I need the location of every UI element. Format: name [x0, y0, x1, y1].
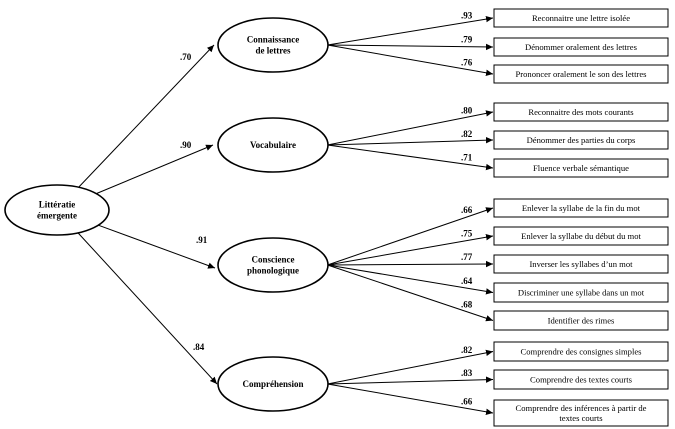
indicator-comprendre-des-consignes-simples-loading: .82	[461, 344, 473, 355]
indicator-discriminer-une-syllabe-dans-un-mot-label	[518, 288, 645, 298]
indicator-comprendre-des-inferences-a-partir-de-textes-courts-loading: .66	[461, 396, 473, 407]
factor-vocabulaire-label	[250, 140, 296, 150]
indicator-comprendre-des-inferences-a-partir-de-textes-courts-label-line: Comprendre des inférences à partir de	[515, 403, 647, 413]
factor-vocabulaire-path-arrow	[96, 145, 213, 194]
indicator-denommer-oralement-des-lettres-label	[525, 42, 638, 52]
factor-comprehension-label-line: Compréhension	[242, 379, 304, 389]
indicator-denommer-oralement-des-lettres-arrow	[328, 45, 494, 47]
indicator-denommer-des-parties-du-corps-loading: .82	[461, 128, 473, 139]
indicator-reconnaitre-des-mots-courants-label	[528, 107, 634, 117]
indicator-denommer-oralement-des-lettres-loading: .79	[461, 34, 473, 45]
indicator-enlever-la-syllabe-de-la-fin-du-mot-label-line: Enlever la syllabe de la fin du mot	[521, 203, 641, 213]
root-node-label	[37, 200, 77, 221]
factor-comprehension-path-arrow	[78, 233, 217, 384]
factor-conscience-phonologique-loading: .91	[196, 235, 208, 245]
indicator-reconnaitre-des-mots-courants-loading: .80	[461, 105, 473, 116]
factor-comprehension-loading: .84	[193, 342, 205, 352]
indicator-fluence-verbale-semantique-label-line: Fluence verbale sémantique	[533, 163, 629, 173]
indicator-fluence-verbale-semantique-label	[533, 163, 629, 173]
indicator-reconnaitre-des-mots-courants-label-line: Reconnaitre des mots courants	[528, 107, 634, 117]
indicator-enlever-la-syllabe-du-debut-du-mot-label-line: Enlever la syllabe du début du mot	[521, 231, 641, 241]
root-node-label-line: émergente	[37, 210, 77, 221]
factor-connaissance-de-lettres-path-arrow	[79, 45, 214, 187]
factor-conscience-phonologique-label-line: phonologique	[246, 265, 300, 276]
indicator-inverser-les-syllabes-d-un-mot-label	[529, 259, 633, 269]
indicator-denommer-des-parties-du-corps-label-line: Dénommer des parties du corps	[526, 135, 636, 145]
indicator-reconnaitre-une-lettre-isolee-loading: .93	[461, 10, 473, 21]
path-arrows	[78, 18, 493, 413]
root-node-label-line: Littératie	[38, 199, 76, 210]
indicator-comprendre-des-textes-courts-label	[530, 375, 633, 385]
indicator-identifier-des-rimes-label	[548, 316, 615, 326]
indicator-reconnaitre-une-lettre-isolee-label-line: Reconnaitre une lettre isolée	[531, 13, 631, 23]
indicator-enlever-la-syllabe-du-debut-du-mot-loading: .75	[461, 228, 473, 239]
indicator-denommer-des-parties-du-corps-arrow	[328, 140, 494, 145]
indicator-comprendre-des-textes-courts-loading: .83	[461, 368, 473, 379]
factor-connaissance-de-lettres-label-line: de lettres	[255, 45, 291, 56]
indicator-fluence-verbale-semantique-loading: .71	[461, 152, 473, 163]
indicator-identifier-des-rimes-loading: .68	[461, 299, 473, 310]
indicator-denommer-des-parties-du-corps-label	[527, 135, 636, 145]
indicator-discriminer-une-syllabe-dans-un-mot-label-line: Discriminer une syllabe dans un mot	[517, 287, 645, 298]
indicator-enlever-la-syllabe-de-la-fin-du-mot-label	[522, 203, 641, 213]
indicator-comprendre-des-textes-courts-arrow	[328, 380, 494, 385]
indicator-prononcer-oralement-le-son-des-lettres-label	[515, 69, 647, 79]
indicator-identifier-des-rimes-arrow	[328, 265, 494, 321]
indicator-prononcer-oralement-le-son-des-lettres-label-line: Prononcer oralement le son des lettres	[515, 69, 647, 79]
indicator-enlever-la-syllabe-de-la-fin-du-mot-loading: .66	[461, 205, 473, 216]
factor-conscience-phonologique-label	[247, 255, 299, 276]
factor-conscience-phonologique-path-arrow	[98, 225, 215, 268]
indicator-inverser-les-syllabes-d-un-mot-arrow	[328, 264, 494, 265]
indicator-comprendre-des-inferences-a-partir-de-textes-courts-label-line: textes courts	[559, 413, 603, 423]
indicator-discriminer-une-syllabe-dans-un-mot-loading: .64	[461, 276, 473, 287]
indicator-comprendre-des-consignes-simples-label-line: Comprendre des consignes simples	[520, 346, 642, 357]
indicator-prononcer-oralement-le-son-des-lettres-loading: .76	[461, 57, 473, 68]
indicator-reconnaitre-une-lettre-isolee-label	[532, 13, 630, 23]
factor-vocabulaire-loading: .90	[180, 140, 192, 150]
indicator-comprendre-des-consignes-simples-label	[520, 347, 642, 357]
factor-comprehension-label	[242, 379, 303, 389]
indicator-enlever-la-syllabe-du-debut-du-mot-label	[521, 231, 641, 241]
factor-conscience-phonologique-label-line: Conscience	[251, 254, 295, 265]
indicator-denommer-oralement-des-lettres-label-line: Dénommer oralement des lettres	[525, 42, 637, 52]
indicator-comprendre-des-textes-courts-label-line: Comprendre des textes courts	[530, 374, 632, 385]
factor-vocabulaire-label-line: Vocabulaire	[249, 140, 297, 150]
factor-connaissance-de-lettres-label-line: Connaissance	[246, 34, 300, 45]
indicator-inverser-les-syllabes-d-un-mot-label-line: Inverser les syllabes d’un mot	[529, 259, 633, 269]
loading-labels	[180, 10, 473, 406]
indicator-identifier-des-rimes-label-line: Identifier des rimes	[547, 315, 615, 326]
factor-connaissance-de-lettres-loading: .70	[180, 52, 192, 62]
indicator-inverser-les-syllabes-d-un-mot-loading: .77	[461, 252, 473, 263]
diagram-nodes	[5, 9, 668, 426]
